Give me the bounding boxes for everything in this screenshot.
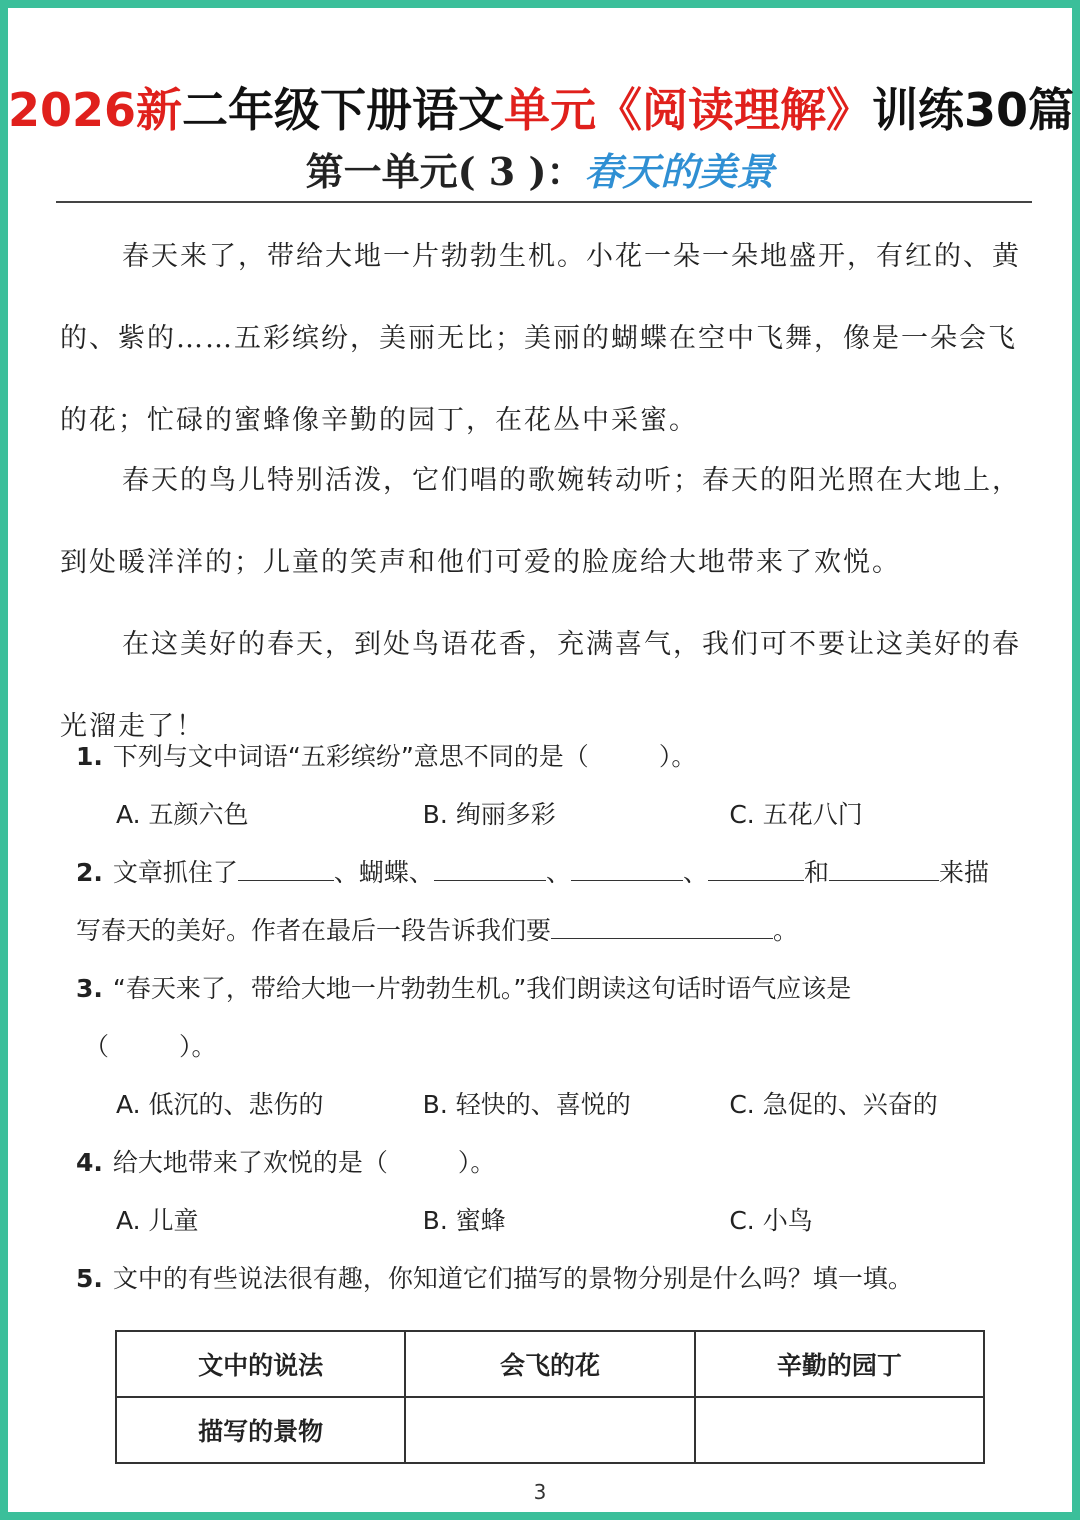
fill-blank-6[interactable] bbox=[551, 918, 773, 939]
question-text: 。 bbox=[773, 916, 799, 945]
question-3 bbox=[76, 960, 1036, 1018]
option-b[interactable]: B. 绚丽多彩 bbox=[422, 800, 556, 829]
option-b[interactable]: B. 蜜蜂 bbox=[422, 1206, 506, 1235]
fill-blank-4[interactable] bbox=[708, 860, 804, 881]
answer-table bbox=[115, 1330, 985, 1464]
question-number: 2. bbox=[76, 858, 103, 887]
question-text: 和 bbox=[803, 858, 829, 887]
subtitle-topic: 春天的美景 bbox=[584, 149, 775, 194]
passage-paragraph-2: 春天的鸟儿特别活泼，它们唱的歌婉转动听；春天的阳光照在大地上，到处暖洋洋的；儿童的笑声和他们可爱的脸庞给大地带来了欢悦。 bbox=[60, 465, 1021, 578]
question-text: 来描 bbox=[938, 858, 989, 887]
question-number: 4. bbox=[76, 1148, 103, 1177]
question-text: ）。 bbox=[658, 742, 697, 771]
question-text: 文中的有些说法很有趣，你知道它们描写的景物分别是什么吗？填一填。 bbox=[112, 1264, 913, 1293]
question-2-continued bbox=[76, 902, 1036, 960]
question-number: 5. bbox=[76, 1264, 103, 1293]
title-divider bbox=[56, 201, 1032, 203]
question-text: 、 bbox=[545, 858, 571, 887]
question-4 bbox=[76, 1134, 1036, 1192]
page-number: 3 bbox=[533, 1480, 547, 1504]
table-answer-cell[interactable] bbox=[695, 1397, 984, 1463]
title-unit: 单元《阅读理解》 bbox=[504, 83, 873, 137]
title-grade: 二年级下册语文 bbox=[182, 83, 505, 137]
question-text: 文章抓住了 bbox=[112, 858, 238, 887]
page-subtitle bbox=[8, 148, 1072, 196]
fill-blank-3[interactable] bbox=[571, 860, 683, 881]
passage-paragraph-3: 在这美好的春天，到处鸟语花香，充满喜气，我们可不要让这美好的春光溜走了！ bbox=[60, 629, 1021, 742]
question-number: 1. bbox=[76, 742, 103, 771]
question-list bbox=[76, 728, 1036, 1308]
question-text: 写春天的美好。作者在最后一段告诉我们要 bbox=[76, 916, 552, 945]
table-row bbox=[116, 1331, 984, 1397]
table-row bbox=[116, 1397, 984, 1463]
reading-passage bbox=[60, 216, 1030, 768]
question-5 bbox=[76, 1250, 1036, 1308]
table-row-label: 描写的景物 bbox=[116, 1397, 405, 1463]
question-1 bbox=[76, 728, 1036, 786]
question-text: 下列与文中词语“五彩缤纷”意思不同的是（ bbox=[112, 742, 589, 771]
question-text: 给大地带来了欢悦的是（ bbox=[112, 1148, 388, 1177]
option-a[interactable]: A. 儿童 bbox=[116, 1206, 199, 1235]
question-number: 3. bbox=[76, 974, 103, 1003]
option-c[interactable]: C. 急促的、兴奋的 bbox=[729, 1090, 938, 1119]
question-4-options bbox=[76, 1192, 1036, 1250]
question-text: ）。 bbox=[179, 1032, 217, 1061]
question-3-options bbox=[76, 1076, 1036, 1134]
title-count: 训练30篇 bbox=[872, 83, 1075, 137]
option-a[interactable]: A. 五颜六色 bbox=[116, 800, 249, 829]
table-header-cell: 文中的说法 bbox=[116, 1331, 405, 1397]
table-header-cell: 辛勤的园丁 bbox=[695, 1331, 984, 1397]
option-c[interactable]: C. 五花八门 bbox=[729, 800, 863, 829]
question-3-answer bbox=[76, 1018, 1036, 1076]
fill-blank-5[interactable] bbox=[829, 860, 939, 881]
question-2 bbox=[76, 844, 1036, 902]
table-answer-cell[interactable] bbox=[405, 1397, 694, 1463]
option-c[interactable]: C. 小鸟 bbox=[729, 1206, 813, 1235]
option-b[interactable]: B. 轻快的、喜悦的 bbox=[422, 1090, 631, 1119]
question-text: （ bbox=[84, 1032, 110, 1061]
table-header-cell: 会飞的花 bbox=[405, 1331, 694, 1397]
question-1-options bbox=[76, 786, 1036, 844]
title-year: 2026新 bbox=[8, 83, 183, 137]
question-text: ）。 bbox=[457, 1148, 496, 1177]
question-text: “春天来了，带给大地一片勃勃生机。”我们朗读这句话时语气应该是 bbox=[112, 974, 852, 1003]
subtitle-unit: 第一单元( 3 )： bbox=[305, 149, 585, 194]
page-title bbox=[8, 82, 1075, 138]
fill-blank-2[interactable] bbox=[434, 860, 546, 881]
option-a[interactable]: A. 低沉的、悲伤的 bbox=[116, 1090, 324, 1119]
question-text: 、蝴蝶、 bbox=[333, 858, 434, 887]
passage-paragraph-1: 春天来了，带给大地一片勃勃生机。小花一朵一朵地盛开，有红的、黄的、紫的……五彩缤纷，美丽无比；美丽的蝴蝶在空中飞舞，像是一朵会飞的花；忙碌的蜜蜂像辛勤的园丁，在花丛中采蜜。 bbox=[60, 241, 1021, 436]
question-text: 、 bbox=[682, 858, 708, 887]
fill-blank-1[interactable] bbox=[238, 860, 334, 881]
